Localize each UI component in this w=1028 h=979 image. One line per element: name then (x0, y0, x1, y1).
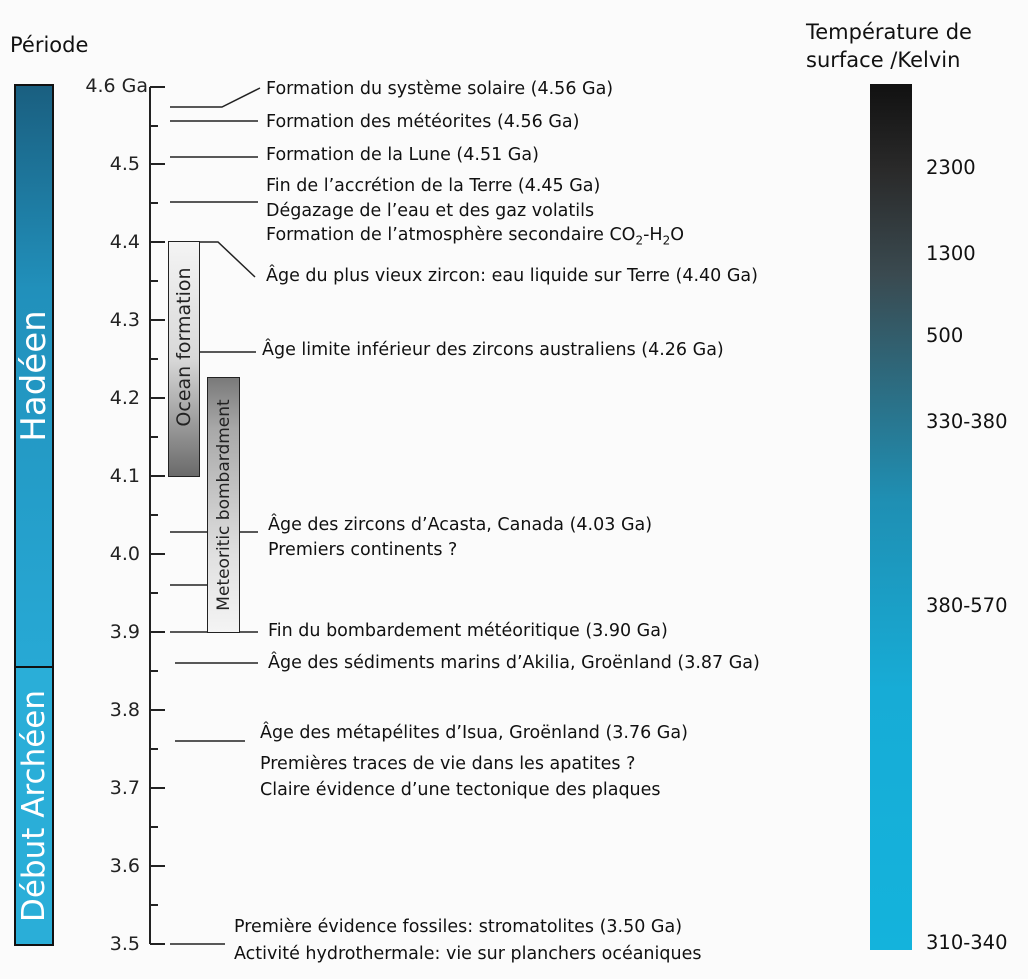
temperature-header-line1: Température de (806, 20, 972, 44)
event-label: Claire évidence d’une tectonique des plaques (260, 780, 661, 800)
ocean-formation-label: Ocean formation (173, 267, 195, 427)
tick-label: 4.5 (109, 153, 140, 175)
event-label: Formation de la Lune (4.51 Ga) (266, 145, 539, 165)
event-label: Fin de l’accrétion de la Terre (4.45 Ga) (266, 176, 601, 196)
event-label: Âge des métapélites d’Isua, Groënland (3.76 Ga) (260, 723, 688, 743)
event-label-co2-h2o: Formation de l’atmosphère secondaire $CO_2-H_2O$ (266, 225, 684, 248)
event-label: Premières traces de vie dans les apatites ? (260, 754, 636, 774)
meteoritic-bombardment-bar (207, 377, 240, 633)
event-label: Âge des sédiments marins d’Akilia, Groënland (3.87 Ga) (268, 653, 760, 673)
event-label: Âge des zircons d’Acasta, Canada (4.03 Ga) (268, 515, 653, 535)
temperature-scale-bar (870, 84, 912, 950)
temperature-label: 310-340 (926, 931, 1008, 954)
temperature-header-line2: surface /Kelvin (806, 48, 961, 72)
event-label: Formation des météorites (4.56 Ga) (266, 112, 580, 132)
tick-label: 3.9 (109, 621, 140, 643)
temperature-label: 2300 (926, 156, 976, 179)
event-label: Activité hydrothermale: vie sur planchers océaniques (234, 944, 702, 964)
tick-label: 4.4 (109, 231, 140, 253)
temperature-label: 380-570 (926, 594, 1008, 617)
ocean-formation-bar (168, 241, 200, 477)
early-archean-label: Début Archéen (16, 689, 52, 923)
event-label: Âge limite inférieur des zircons australiens (4.26 Ga) (262, 340, 724, 360)
event-label: Formation du système solaire (4.56 Ga) (266, 79, 614, 99)
temperature-label: 500 (926, 324, 964, 347)
event-label: Premiers continents ? (268, 540, 458, 560)
event-label: Âge du plus vieux zircon: eau liquide sur Terre (4.40 Ga) (266, 266, 758, 286)
hadean-label: Hadéen (14, 310, 54, 442)
event-label: Première évidence fossiles: stromatolites (3.50 Ga) (234, 917, 683, 937)
tick-label: 4.2 (109, 387, 140, 409)
tick-label: 4.6 Ga (85, 75, 148, 97)
tick-label: 3.6 (109, 855, 140, 877)
meteoritic-bombardment-label: Meteoritic bombardment (213, 399, 234, 611)
tick-label: 3.8 (109, 699, 140, 721)
tick-label: 4.0 (109, 543, 140, 565)
tick-label: 4.3 (109, 309, 140, 331)
tick-label: 3.7 (109, 777, 140, 799)
event-label: Dégazage de l’eau et des gaz volatils (266, 201, 595, 221)
tick-label: 4.1 (109, 465, 140, 487)
tick-label: 3.5 (109, 933, 140, 955)
temperature-label: 330-380 (926, 410, 1008, 433)
period-header: Période (10, 33, 89, 57)
temperature-label: 1300 (926, 242, 976, 265)
event-label: Fin du bombardement météoritique (3.90 Ga) (268, 621, 668, 641)
